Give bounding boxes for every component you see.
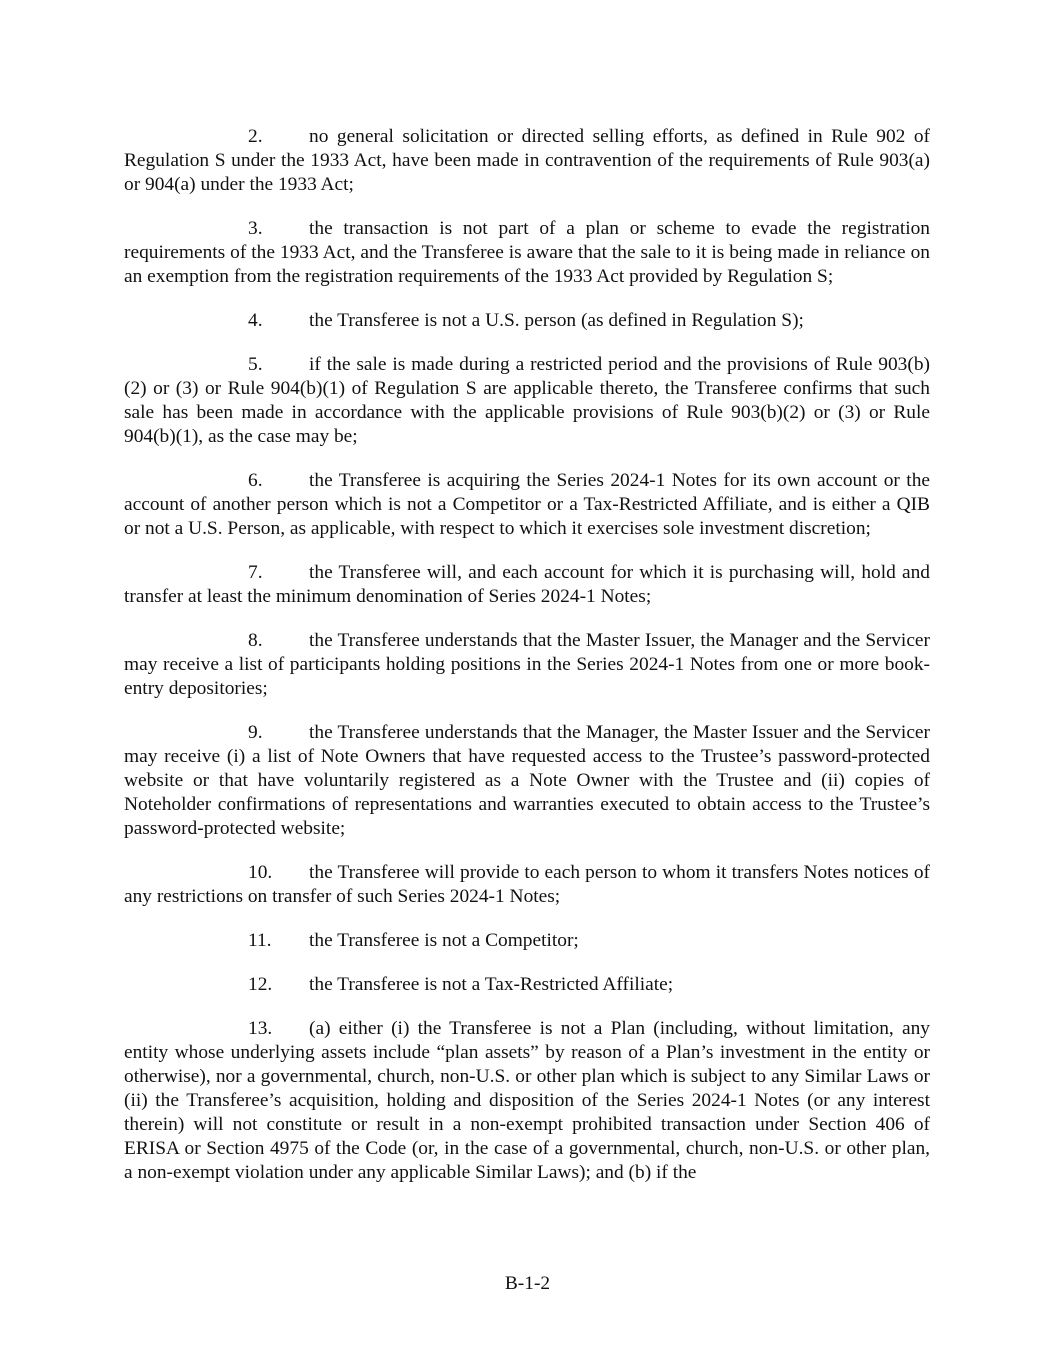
paragraph-number: 8. bbox=[248, 630, 263, 651]
paragraph-9 bbox=[124, 721, 930, 841]
paragraph-text: if the sale is made during a restricted period and the provisions of Rule 903(b)(2) or (3) or Rule 904(b)(1) of Regulation S are applicable thereto, the Transferee confirms that such sale has been made in accordance with the applicable provisions of Rule 903(b)(2) or (3) or Rule 904(b)(1), as the case may be; bbox=[124, 354, 930, 447]
paragraph-number: 5. bbox=[248, 354, 263, 375]
paragraph-text: (a) either (i) the Transferee is not a Plan (including, without limitation, any entity whose underlying assets include “plan assets” by reason of a Plan’s investment in the entity or otherwise), nor a governmental, church, non-U.S. or other plan which is subject to any Similar Laws or (ii) the Transferee’s acquisition, holding and disposition of the Series 2024-1 Notes (or any interest therein) will not constitute or result in a non-exempt prohibited transaction under Section 406 of ERISA or Section 4975 of the Code (or, in the case of a governmental, church, non-U.S. or other plan, a non-exempt violation under any applicable Similar Laws); and (b) if the bbox=[124, 1018, 930, 1183]
document-body bbox=[124, 125, 930, 1205]
paragraph-number: 2. bbox=[248, 126, 263, 147]
paragraph-4 bbox=[124, 309, 930, 333]
paragraph-text: the Transferee will provide to each person to whom it transfers Notes notices of any restrictions on transfer of such Series 2024-1 Notes; bbox=[124, 862, 930, 907]
paragraph-number: 6. bbox=[248, 470, 263, 491]
paragraph-6 bbox=[124, 469, 930, 541]
paragraph-11 bbox=[124, 929, 930, 953]
paragraph-number: 12. bbox=[248, 974, 273, 995]
page-number: B-1-2 bbox=[504, 1273, 551, 1294]
paragraph-text: the Transferee understands that the Manager, the Master Issuer and the Servicer may receive (i) a list of Note Owners that have requested access to the Trustee’s password-protected website or that have voluntarily registered as a Note Owner with the Trustee and (ii) copies of Noteholder confirmations of representations and warranties executed to obtain access to the Trustee’s password-protected website; bbox=[124, 722, 930, 839]
paragraph-number: 7. bbox=[248, 562, 263, 583]
paragraph-number: 4. bbox=[248, 310, 263, 331]
paragraph-text: the Transferee is acquiring the Series 2024-1 Notes for its own account or the account of another person which is not a Competitor or a Tax-Restricted Affiliate, and is either a QIB or not a U.S. Person, as applicable, with respect to which it exercises sole investment discretion; bbox=[124, 470, 930, 539]
paragraph-3 bbox=[124, 217, 930, 289]
paragraph-2 bbox=[124, 125, 930, 197]
paragraph-number: 11. bbox=[248, 930, 272, 951]
paragraph-text: the Transferee is not a Tax-Restricted Affiliate; bbox=[309, 974, 674, 995]
paragraph-5 bbox=[124, 353, 930, 449]
paragraph-10 bbox=[124, 861, 930, 909]
paragraph-8 bbox=[124, 629, 930, 701]
paragraph-number: 10. bbox=[248, 862, 273, 883]
paragraph-number: 3. bbox=[248, 218, 263, 239]
paragraph-number: 13. bbox=[248, 1018, 273, 1039]
paragraph-text: the Transferee is not a U.S. person (as defined in Regulation S); bbox=[309, 310, 804, 331]
paragraph-text: the transaction is not part of a plan or scheme to evade the registration requirements of the 1933 Act, and the Transferee is aware that the sale to it is being made in reliance on an exemption from the registration requirements of the 1933 Act provided by Regulation S; bbox=[124, 218, 930, 287]
paragraph-text: no general solicitation or directed selling efforts, as defined in Rule 902 of Regulation S under the 1933 Act, have been made in contravention of the requirements of Rule 903(a) or 904(a) under the 1933 Act; bbox=[124, 126, 930, 195]
paragraph-text: the Transferee is not a Competitor; bbox=[309, 930, 579, 951]
paragraph-text: the Transferee understands that the Master Issuer, the Manager and the Servicer may receive a list of participants holding positions in the Series 2024-1 Notes from one or more book-entry depositories; bbox=[124, 630, 930, 699]
paragraph-text: the Transferee will, and each account for which it is purchasing will, hold and transfer at least the minimum denomination of Series 2024-1 Notes; bbox=[124, 562, 930, 607]
paragraph-12 bbox=[124, 973, 930, 997]
paragraph-number: 9. bbox=[248, 722, 263, 743]
paragraph-7 bbox=[124, 561, 930, 609]
paragraph-13 bbox=[124, 1017, 930, 1185]
